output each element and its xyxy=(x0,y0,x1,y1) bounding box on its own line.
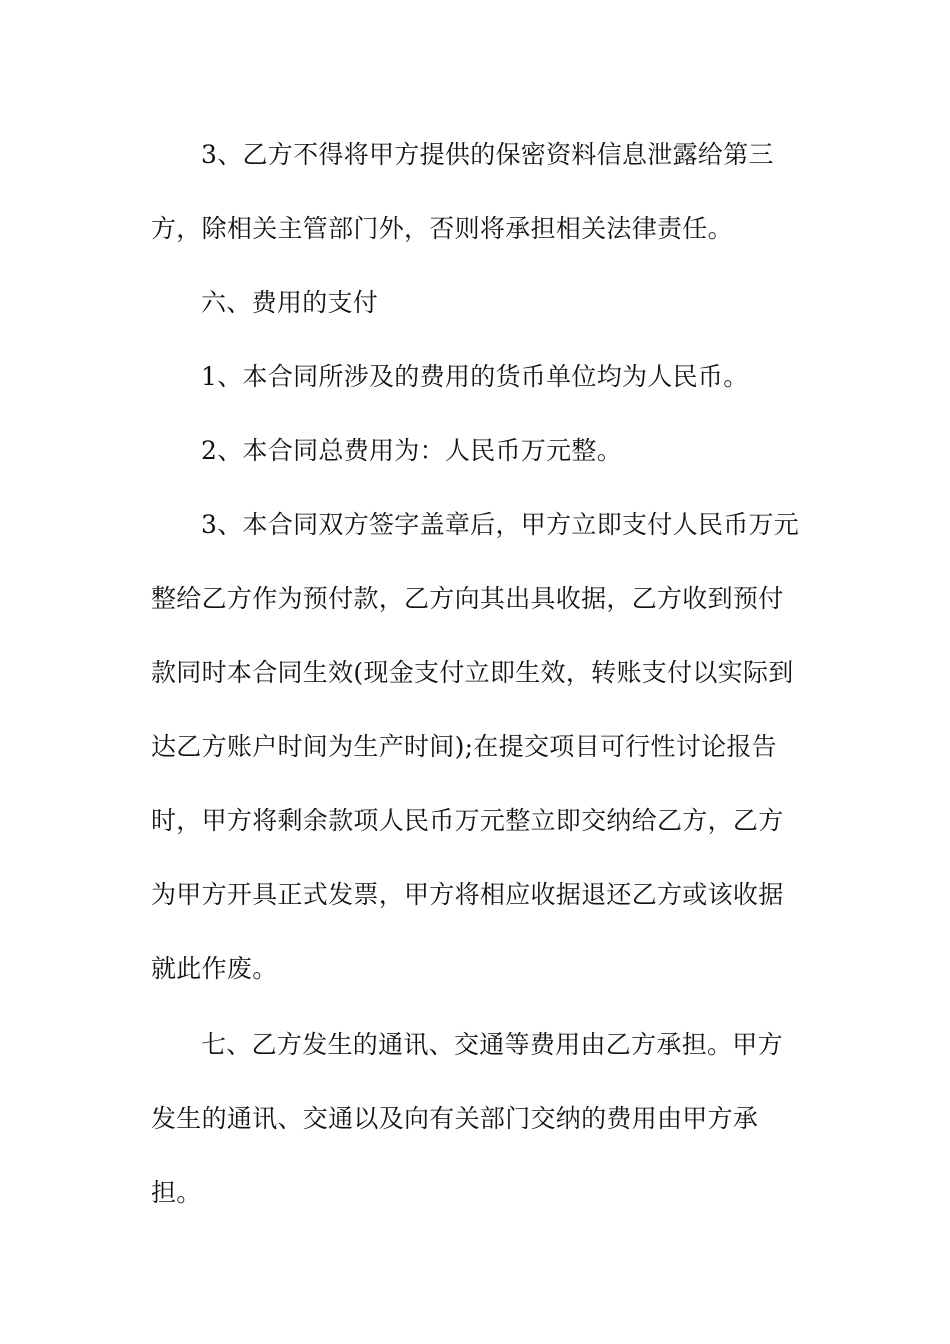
paragraph-line: 担。 xyxy=(151,1178,202,1207)
paragraph-line: 方，除相关主管部门外，否则将承担相关法律责任。 xyxy=(151,214,733,243)
paragraph-line: 2、本合同总费用为：人民币万元整。 xyxy=(201,436,623,465)
paragraph-line: 3、本合同双方签字盖章后，甲方立即支付人民币万元 xyxy=(201,510,800,539)
paragraph-line: 3、乙方不得将甲方提供的保密资料信息泄露给第三 xyxy=(201,140,774,169)
paragraph-line: 整给乙方作为预付款，乙方向其出具收据，乙方收到预付 xyxy=(151,584,784,613)
paragraph-line: 达乙方账户时间为生产时间);在提交项目可行性讨论报告 xyxy=(151,732,777,761)
paragraph-line: 发生的通讯、交通以及向有关部门交纳的费用由甲方承 xyxy=(151,1104,759,1133)
paragraph-line: 1、本合同所涉及的费用的货币单位均为人民币。 xyxy=(201,362,749,391)
paragraph-line: 为甲方开具正式发票，甲方将相应收据退还乙方或该收据 xyxy=(151,880,784,909)
paragraph-line: 时，甲方将剩余款项人民币万元整立即交纳给乙方，乙方 xyxy=(151,806,784,835)
paragraph-line: 就此作废。 xyxy=(151,954,278,983)
paragraph-line: 七、乙方发生的通讯、交通等费用由乙方承担。甲方 xyxy=(201,1030,783,1059)
section-heading: 六、费用的支付 xyxy=(201,288,379,317)
paragraph-line: 款同时本合同生效(现金支付立即生效，转账支付以实际到 xyxy=(151,658,794,687)
